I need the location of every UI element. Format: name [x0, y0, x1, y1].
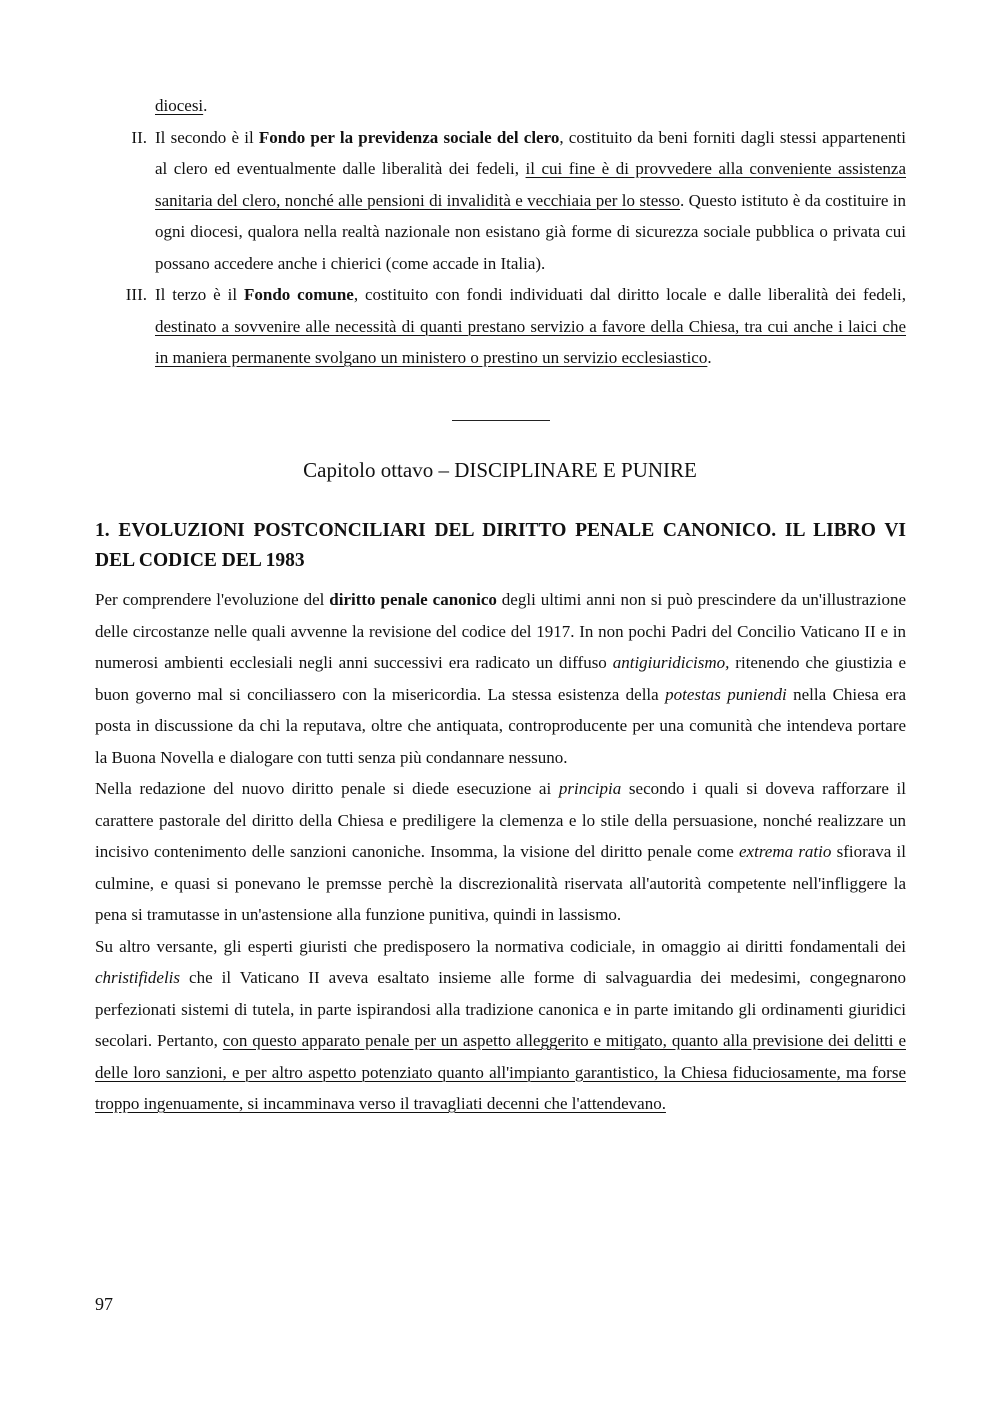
- italic-term: christifidelis: [95, 968, 180, 987]
- list-text: .: [203, 96, 208, 115]
- list-text: . Questo istituto è da costituire in ogni diocesi, qualora nella realtà nazionale non esistano già forme di sicurezza sociale pubblica o privata cui possano accedere anche i chierici (come accade in Italia).: [155, 190, 906, 273]
- italic-term: principia: [558, 779, 622, 798]
- text-run: Per comprendere l'evoluzione del: [95, 590, 330, 609]
- bold-term: Fondo comune: [243, 285, 354, 304]
- bold-term: Fondo per la previdenza sociale del clero: [258, 127, 560, 147]
- paragraph-2: [95, 773, 906, 931]
- text-run: nella Chiesa era posta in discussione da chi la reputava, oltre che antiquata, controproducente per una comunità che intendeva portare la Buona Novella e dialogare con tutti senza più condannare nessuno.: [95, 684, 906, 767]
- paragraph-1: [95, 584, 906, 773]
- list-text: , costituito da beni forniti dagli stessi appartenenti al clero ed eventualmente dalle liberalità dei fedeli,: [155, 127, 906, 178]
- italic-term: extrema ratio: [739, 842, 832, 861]
- underlined-text: con questo apparato penale per un aspetto alleggerito e mitigato, quanto alla previsione dei delitti e delle loro sanzioni, e per altro aspetto potenziato quanto all'impianto garantistico, la Chiesa fiduciosamente, ma forse troppo ingenuamente, si incamminava verso il travagliati decenni che l'attendevano.: [95, 1031, 906, 1113]
- list-numeral: II.: [131, 127, 147, 147]
- page-number: 97: [95, 1294, 113, 1314]
- text-run: degli ultimi anni non si può prescindere da un'illustrazione delle circostanze nelle quali avvenne la revisione del codice del 1917. In non pochi Padri del Concilio Vaticano II e in numerosi ambienti ecclesiali negli anni successivi era radicato un diffuso: [95, 590, 906, 672]
- list-item-fondo-comune: [95, 279, 906, 374]
- underlined-text: diocesi: [155, 96, 204, 115]
- text-run: Su altro versante, gli esperti giuristi che predisposero la normativa codiciale, in omaggio ai diritti fondamentali dei: [95, 936, 906, 956]
- paragraph-3: [95, 931, 906, 1120]
- list-text: , costituito con fondi individuati dal diritto locale e dalle liberalità dei fedeli,: [353, 285, 906, 304]
- underlined-text: destinato a sovvenire alle necessità di quanti prestano servizio a favore della Chiesa, tra cui anche i laici che in maniera permanente svolgano un ministero o prestino un servizio ecclesiastico: [155, 316, 906, 367]
- underlined-text: il cui fine è di provvedere alla conveniente assistenza sanitaria del clero, nonché alle pensioni di invalidità e vecchiaia per lo stesso: [155, 159, 906, 210]
- text-run: sfiorava il culmine, e quasi si ponevano le premsse perchè la discrezionalità riservata all'autorità competente nell'infliggere la pena si tramutasse in un'astensione alla funzione punitiva, quindi in lassismo.: [95, 842, 906, 924]
- list-text: Il terzo è il: [155, 285, 244, 304]
- italic-term: potestas puniendi: [665, 684, 787, 704]
- list-numeral: III.: [125, 285, 147, 304]
- text-run: Nella redazione del nuovo diritto penale si diede esecuzione ai: [95, 779, 559, 798]
- list-text: .: [707, 348, 712, 367]
- body-text: [95, 584, 906, 1120]
- text-run: che il Vaticano II aveva esaltato insieme alle forme di salvaguardia dei medesimi, congegnarono perfezionati sistemi di tutela, in parte ispirandosi alla tradizione canonica e in parte imitando gli ordinamenti giuridici secolari. Pertanto,: [95, 968, 906, 1050]
- funds-list: [95, 90, 906, 374]
- text-run: ritenendo che giustizia e buon governo mal si conciliassero con la misericordia. La stessa esistenza della: [95, 653, 907, 704]
- text-run: secondo i quali si doveva rafforzare il carattere pastorale del diritto della Chiesa e prediligere la clemenza e lo stile della persuasione, nonché realizzare un incisivo contenimento delle sanzioni canoniche. Insomma, la visione del diritto penale come: [95, 779, 906, 861]
- section-divider: [452, 420, 550, 421]
- section-heading: 1. EVOLUZIONI POSTCONCILIARI DEL DIRITTO PENALE CANONICO. IL LIBRO VI DEL CODICE DEL 1983: [95, 520, 906, 571]
- chapter-title: Capitolo ottavo – DISCIPLINARE E PUNIRE: [303, 458, 697, 482]
- list-text: Il secondo è il: [155, 127, 259, 147]
- list-item-fondo-previdenza: [95, 122, 906, 280]
- list-item-continuation: [95, 90, 906, 122]
- bold-term: diritto penale canonico: [329, 590, 497, 609]
- italic-term: antigiuridicismo,: [612, 653, 730, 672]
